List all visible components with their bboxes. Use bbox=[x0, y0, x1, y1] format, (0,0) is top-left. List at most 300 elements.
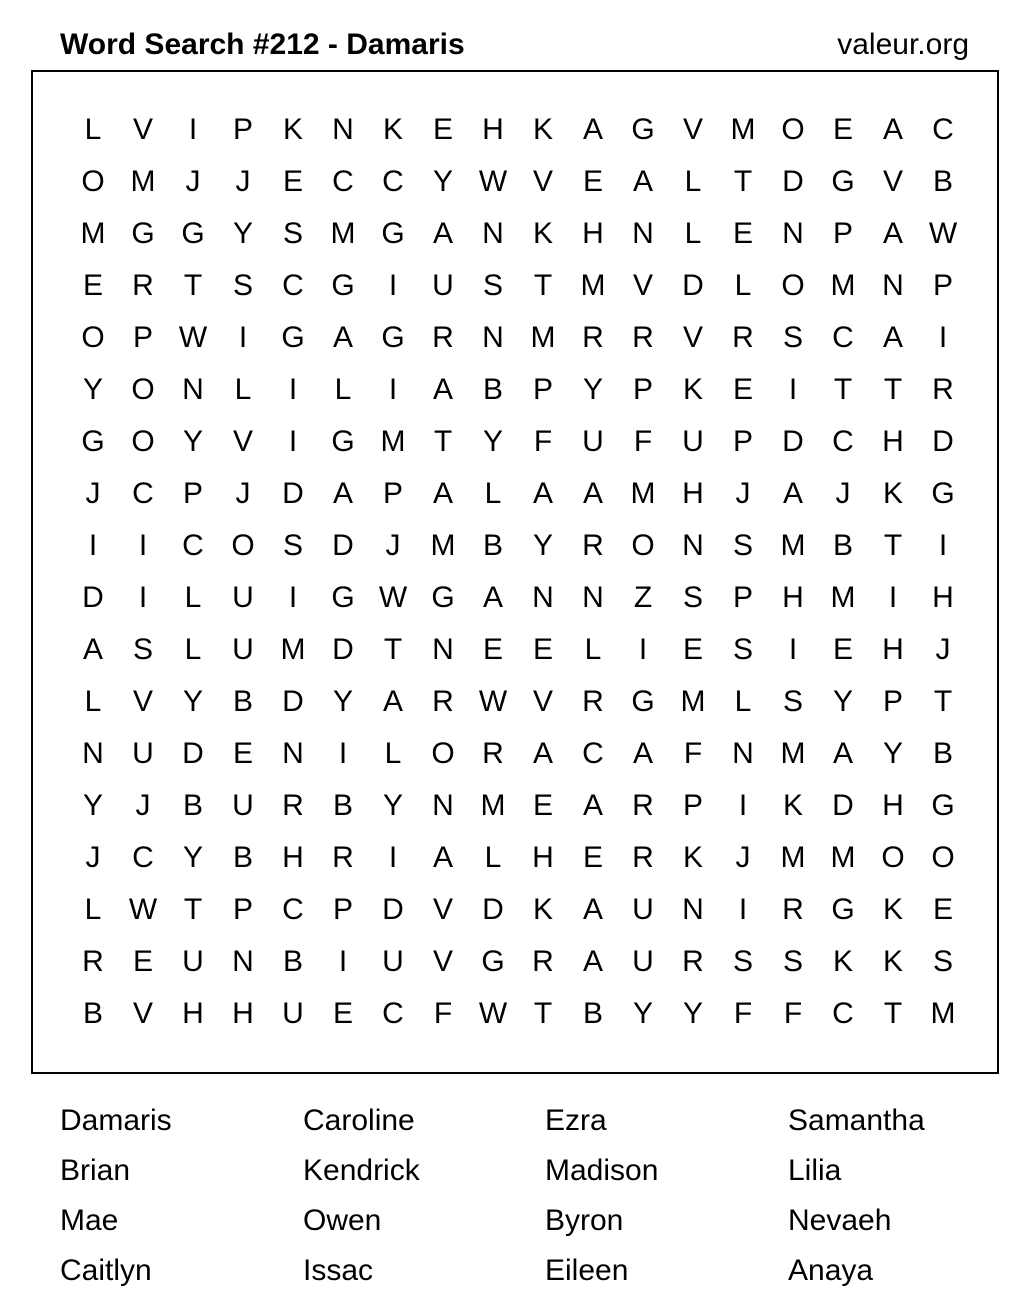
grid-letter[interactable]: N bbox=[332, 113, 354, 146]
grid-letter[interactable]: T bbox=[533, 269, 553, 302]
grid-letter[interactable]: J bbox=[735, 477, 751, 510]
grid-letter[interactable]: M bbox=[80, 217, 106, 250]
grid-letter[interactable]: D bbox=[182, 737, 204, 770]
grid-letter[interactable]: V bbox=[632, 269, 653, 302]
grid-letter[interactable]: J bbox=[135, 789, 151, 822]
grid-letter[interactable]: A bbox=[432, 477, 453, 510]
grid-letter[interactable]: M bbox=[780, 737, 806, 770]
grid-letter[interactable]: P bbox=[832, 217, 853, 250]
grid-letter[interactable]: C bbox=[332, 165, 354, 198]
grid-letter[interactable]: N bbox=[582, 581, 604, 614]
grid-letter[interactable]: A bbox=[882, 321, 903, 354]
grid-letter[interactable]: I bbox=[138, 581, 148, 614]
grid-letter[interactable]: D bbox=[332, 529, 354, 562]
grid-letter[interactable]: Y bbox=[182, 425, 203, 458]
grid-letter[interactable]: I bbox=[788, 373, 798, 406]
grid-letter[interactable]: S bbox=[732, 633, 753, 666]
grid-letter[interactable]: A bbox=[582, 113, 603, 146]
grid-letter[interactable]: C bbox=[132, 841, 154, 874]
grid-letter[interactable]: L bbox=[584, 633, 602, 666]
grid-letter[interactable]: R bbox=[432, 321, 454, 354]
grid-letter[interactable]: T bbox=[883, 373, 903, 406]
grid-letter[interactable]: O bbox=[231, 529, 255, 562]
grid-letter[interactable]: M bbox=[130, 165, 156, 198]
grid-letter[interactable]: Z bbox=[633, 581, 653, 614]
grid-letter[interactable]: A bbox=[582, 893, 603, 926]
grid-letter[interactable]: R bbox=[532, 945, 554, 978]
grid-letter[interactable]: L bbox=[234, 373, 252, 406]
grid-letter[interactable]: N bbox=[682, 529, 704, 562]
grid-letter[interactable]: M bbox=[530, 321, 556, 354]
grid-letter[interactable]: I bbox=[938, 321, 948, 354]
grid-letter[interactable]: F bbox=[783, 997, 803, 1030]
grid-letter[interactable]: U bbox=[432, 269, 454, 302]
grid-letter[interactable]: G bbox=[81, 425, 105, 458]
grid-letter[interactable]: J bbox=[85, 477, 101, 510]
grid-letter[interactable]: A bbox=[432, 841, 453, 874]
grid-letter[interactable]: B bbox=[282, 945, 303, 978]
grid-letter[interactable]: E bbox=[482, 633, 503, 666]
grid-letter[interactable]: B bbox=[232, 841, 253, 874]
grid-letter[interactable]: Y bbox=[882, 737, 903, 770]
grid-letter[interactable]: B bbox=[182, 789, 203, 822]
grid-letter[interactable]: F bbox=[633, 425, 653, 458]
grid-letter[interactable]: C bbox=[832, 321, 854, 354]
grid-letter[interactable]: L bbox=[734, 685, 752, 718]
grid-letter[interactable]: L bbox=[334, 373, 352, 406]
grid-letter[interactable]: G bbox=[831, 165, 855, 198]
grid-letter[interactable]: S bbox=[132, 633, 153, 666]
grid-letter[interactable]: T bbox=[883, 997, 903, 1030]
grid-letter[interactable]: G bbox=[381, 321, 405, 354]
grid-letter[interactable]: B bbox=[232, 685, 253, 718]
grid-letter[interactable]: A bbox=[782, 477, 803, 510]
grid-letter[interactable]: R bbox=[682, 945, 704, 978]
grid-letter[interactable]: T bbox=[183, 269, 203, 302]
grid-letter[interactable]: A bbox=[632, 165, 653, 198]
grid-letter[interactable]: P bbox=[932, 269, 953, 302]
grid-letter[interactable]: L bbox=[484, 841, 502, 874]
grid-letter[interactable]: Y bbox=[532, 529, 553, 562]
grid-letter[interactable]: J bbox=[385, 529, 401, 562]
grid-letter[interactable]: A bbox=[432, 217, 453, 250]
grid-letter[interactable]: K bbox=[682, 841, 703, 874]
grid-letter[interactable]: A bbox=[582, 945, 603, 978]
grid-letter[interactable]: O bbox=[431, 737, 455, 770]
grid-letter[interactable]: D bbox=[482, 893, 504, 926]
grid-letter[interactable]: U bbox=[232, 789, 254, 822]
grid-letter[interactable]: I bbox=[88, 529, 98, 562]
grid-letter[interactable]: J bbox=[185, 165, 201, 198]
grid-letter[interactable]: U bbox=[282, 997, 304, 1030]
grid-letter[interactable]: A bbox=[532, 477, 553, 510]
grid-letter[interactable]: S bbox=[782, 945, 803, 978]
grid-letter[interactable]: M bbox=[330, 217, 356, 250]
grid-letter[interactable]: O bbox=[781, 113, 805, 146]
grid-letter[interactable]: M bbox=[930, 997, 956, 1030]
grid-letter[interactable]: E bbox=[532, 789, 553, 822]
grid-letter[interactable]: W bbox=[128, 893, 158, 926]
grid-letter[interactable]: N bbox=[482, 321, 504, 354]
grid-letter[interactable]: L bbox=[184, 581, 202, 614]
grid-letter[interactable]: W bbox=[928, 217, 958, 250]
grid-letter[interactable]: M bbox=[630, 477, 656, 510]
grid-letter[interactable]: C bbox=[132, 477, 154, 510]
grid-letter[interactable]: A bbox=[532, 737, 553, 770]
grid-letter[interactable]: J bbox=[235, 165, 251, 198]
grid-letter[interactable]: B bbox=[482, 529, 503, 562]
grid-letter[interactable]: I bbox=[888, 581, 898, 614]
grid-letter[interactable]: E bbox=[682, 633, 703, 666]
grid-letter[interactable]: I bbox=[388, 269, 398, 302]
grid-letter[interactable]: V bbox=[232, 425, 253, 458]
grid-letter[interactable]: T bbox=[733, 165, 753, 198]
grid-letter[interactable]: O bbox=[631, 529, 655, 562]
grid-letter[interactable]: O bbox=[131, 425, 155, 458]
grid-letter[interactable]: E bbox=[82, 269, 103, 302]
grid-letter[interactable]: R bbox=[932, 373, 954, 406]
grid-letter[interactable]: R bbox=[632, 789, 654, 822]
grid-letter[interactable]: A bbox=[832, 737, 853, 770]
grid-letter[interactable]: Y bbox=[182, 685, 203, 718]
grid-letter[interactable]: N bbox=[532, 581, 554, 614]
grid-letter[interactable]: O bbox=[781, 269, 805, 302]
grid-letter[interactable]: N bbox=[282, 737, 304, 770]
grid-letter[interactable]: W bbox=[378, 581, 408, 614]
grid-letter[interactable]: M bbox=[830, 841, 856, 874]
grid-letter[interactable]: I bbox=[288, 425, 298, 458]
grid-letter[interactable]: J bbox=[735, 841, 751, 874]
grid-letter[interactable]: R bbox=[82, 945, 104, 978]
grid-letter[interactable]: K bbox=[532, 893, 553, 926]
grid-letter[interactable]: N bbox=[882, 269, 904, 302]
grid-letter[interactable]: M bbox=[830, 269, 856, 302]
grid-letter[interactable]: N bbox=[632, 217, 654, 250]
grid-letter[interactable]: Y bbox=[482, 425, 503, 458]
grid-letter[interactable]: G bbox=[631, 685, 655, 718]
grid-letter[interactable]: I bbox=[938, 529, 948, 562]
grid-letter[interactable]: Y bbox=[82, 789, 103, 822]
grid-letter[interactable]: C bbox=[282, 893, 304, 926]
grid-letter[interactable]: M bbox=[280, 633, 306, 666]
grid-letter[interactable]: G bbox=[181, 217, 205, 250]
grid-letter[interactable]: I bbox=[288, 581, 298, 614]
grid-letter[interactable]: P bbox=[382, 477, 403, 510]
grid-letter[interactable]: C bbox=[182, 529, 204, 562]
grid-letter[interactable]: P bbox=[232, 113, 253, 146]
grid-letter[interactable]: G bbox=[131, 217, 155, 250]
grid-letter[interactable]: A bbox=[632, 737, 653, 770]
grid-letter[interactable]: B bbox=[332, 789, 353, 822]
grid-letter[interactable]: K bbox=[882, 893, 903, 926]
grid-letter[interactable]: B bbox=[82, 997, 103, 1030]
grid-letter[interactable]: M bbox=[830, 581, 856, 614]
grid-letter[interactable]: P bbox=[732, 425, 753, 458]
grid-letter[interactable]: T bbox=[833, 373, 853, 406]
grid-letter[interactable]: K bbox=[282, 113, 303, 146]
grid-letter[interactable]: M bbox=[430, 529, 456, 562]
grid-letter[interactable]: G bbox=[931, 477, 955, 510]
grid-letter[interactable]: C bbox=[582, 737, 604, 770]
grid-letter[interactable]: T bbox=[883, 529, 903, 562]
grid-letter[interactable]: O bbox=[81, 165, 105, 198]
grid-letter[interactable]: U bbox=[132, 737, 154, 770]
grid-letter[interactable]: E bbox=[432, 113, 453, 146]
grid-letter[interactable]: I bbox=[238, 321, 248, 354]
grid-letter[interactable]: B bbox=[932, 737, 953, 770]
grid-letter[interactable]: S bbox=[932, 945, 953, 978]
grid-letter[interactable]: Y bbox=[682, 997, 703, 1030]
grid-letter[interactable]: H bbox=[782, 581, 804, 614]
grid-letter[interactable]: P bbox=[882, 685, 903, 718]
grid-letter[interactable]: A bbox=[382, 685, 403, 718]
grid-letter[interactable]: H bbox=[182, 997, 204, 1030]
grid-letter[interactable]: G bbox=[331, 269, 355, 302]
grid-letter[interactable]: H bbox=[232, 997, 254, 1030]
grid-letter[interactable]: E bbox=[332, 997, 353, 1030]
grid-letter[interactable]: J bbox=[935, 633, 951, 666]
grid-letter[interactable]: K bbox=[832, 945, 853, 978]
grid-letter[interactable]: R bbox=[332, 841, 354, 874]
grid-letter[interactable]: E bbox=[282, 165, 303, 198]
grid-letter[interactable]: S bbox=[232, 269, 253, 302]
grid-letter[interactable]: N bbox=[182, 373, 204, 406]
grid-letter[interactable]: S bbox=[282, 217, 303, 250]
grid-letter[interactable]: F bbox=[433, 997, 453, 1030]
grid-letter[interactable]: I bbox=[788, 633, 798, 666]
grid-letter[interactable]: A bbox=[582, 789, 603, 822]
grid-letter[interactable]: Y bbox=[332, 685, 353, 718]
grid-letter[interactable]: I bbox=[138, 529, 148, 562]
grid-letter[interactable]: H bbox=[282, 841, 304, 874]
grid-letter[interactable]: K bbox=[882, 945, 903, 978]
grid-letter[interactable]: R bbox=[432, 685, 454, 718]
grid-letter[interactable]: N bbox=[782, 217, 804, 250]
grid-letter[interactable]: M bbox=[780, 529, 806, 562]
letter-grid[interactable] bbox=[33, 72, 997, 1072]
grid-letter[interactable]: E bbox=[832, 633, 853, 666]
grid-letter[interactable]: B bbox=[932, 165, 953, 198]
grid-letter[interactable]: G bbox=[281, 321, 305, 354]
grid-letter[interactable]: E bbox=[532, 633, 553, 666]
grid-letter[interactable]: Y bbox=[832, 685, 853, 718]
grid-letter[interactable]: I bbox=[738, 789, 748, 822]
grid-letter[interactable]: V bbox=[682, 113, 703, 146]
grid-letter[interactable]: H bbox=[532, 841, 554, 874]
grid-letter[interactable]: D bbox=[382, 893, 404, 926]
grid-letter[interactable]: M bbox=[780, 841, 806, 874]
grid-letter[interactable]: A bbox=[582, 477, 603, 510]
grid-letter[interactable]: R bbox=[282, 789, 304, 822]
grid-letter[interactable]: F bbox=[733, 997, 753, 1030]
grid-letter[interactable]: V bbox=[132, 997, 153, 1030]
grid-letter[interactable]: N bbox=[82, 737, 104, 770]
grid-letter[interactable]: J bbox=[235, 477, 251, 510]
grid-letter[interactable]: E bbox=[832, 113, 853, 146]
grid-letter[interactable]: V bbox=[532, 685, 553, 718]
grid-letter[interactable]: N bbox=[682, 893, 704, 926]
grid-letter[interactable]: W bbox=[478, 165, 508, 198]
grid-letter[interactable]: D bbox=[332, 633, 354, 666]
grid-letter[interactable]: A bbox=[432, 373, 453, 406]
grid-letter[interactable]: O bbox=[131, 373, 155, 406]
grid-letter[interactable]: L bbox=[734, 269, 752, 302]
grid-letter[interactable]: T bbox=[433, 425, 453, 458]
grid-letter[interactable]: M bbox=[730, 113, 756, 146]
grid-letter[interactable]: G bbox=[931, 789, 955, 822]
grid-letter[interactable]: Y bbox=[632, 997, 653, 1030]
grid-letter[interactable]: S bbox=[782, 685, 803, 718]
grid-letter[interactable]: S bbox=[282, 529, 303, 562]
grid-letter[interactable]: T bbox=[933, 685, 953, 718]
grid-letter[interactable]: A bbox=[332, 321, 353, 354]
grid-letter[interactable]: P bbox=[232, 893, 253, 926]
grid-letter[interactable]: L bbox=[384, 737, 402, 770]
grid-letter[interactable]: A bbox=[332, 477, 353, 510]
grid-letter[interactable]: O bbox=[81, 321, 105, 354]
grid-letter[interactable]: A bbox=[882, 113, 903, 146]
grid-letter[interactable]: O bbox=[881, 841, 905, 874]
grid-letter[interactable]: K bbox=[882, 477, 903, 510]
grid-letter[interactable]: M bbox=[380, 425, 406, 458]
grid-letter[interactable]: P bbox=[532, 373, 553, 406]
grid-letter[interactable]: T bbox=[183, 893, 203, 926]
grid-letter[interactable]: N bbox=[232, 945, 254, 978]
grid-letter[interactable]: Y bbox=[382, 789, 403, 822]
grid-letter[interactable]: Y bbox=[582, 373, 603, 406]
grid-letter[interactable]: W bbox=[478, 997, 508, 1030]
grid-letter[interactable]: G bbox=[431, 581, 455, 614]
grid-letter[interactable]: P bbox=[132, 321, 153, 354]
grid-letter[interactable]: I bbox=[738, 893, 748, 926]
grid-letter[interactable]: U bbox=[682, 425, 704, 458]
grid-letter[interactable]: Y bbox=[82, 373, 103, 406]
grid-letter[interactable]: J bbox=[835, 477, 851, 510]
grid-letter[interactable]: R bbox=[582, 529, 604, 562]
grid-letter[interactable]: R bbox=[732, 321, 754, 354]
grid-letter[interactable]: I bbox=[638, 633, 648, 666]
grid-letter[interactable]: K bbox=[682, 373, 703, 406]
grid-letter[interactable]: S bbox=[732, 529, 753, 562]
grid-letter[interactable]: F bbox=[683, 737, 703, 770]
grid-letter[interactable]: L bbox=[684, 165, 702, 198]
grid-letter[interactable]: V bbox=[132, 685, 153, 718]
grid-letter[interactable]: P bbox=[182, 477, 203, 510]
grid-letter[interactable]: E bbox=[582, 165, 603, 198]
grid-letter[interactable]: N bbox=[432, 789, 454, 822]
grid-letter[interactable]: S bbox=[682, 581, 703, 614]
grid-letter[interactable]: E bbox=[732, 217, 753, 250]
grid-letter[interactable]: J bbox=[85, 841, 101, 874]
grid-letter[interactable]: G bbox=[631, 113, 655, 146]
grid-letter[interactable]: U bbox=[582, 425, 604, 458]
grid-letter[interactable]: F bbox=[533, 425, 553, 458]
grid-letter[interactable]: I bbox=[388, 841, 398, 874]
grid-letter[interactable]: A bbox=[82, 633, 103, 666]
grid-letter[interactable]: T bbox=[533, 997, 553, 1030]
grid-letter[interactable]: L bbox=[84, 893, 102, 926]
grid-letter[interactable]: K bbox=[532, 113, 553, 146]
grid-letter[interactable]: N bbox=[482, 217, 504, 250]
grid-letter[interactable]: R bbox=[632, 321, 654, 354]
grid-letter[interactable]: K bbox=[782, 789, 803, 822]
grid-letter[interactable]: K bbox=[532, 217, 553, 250]
grid-letter[interactable]: U bbox=[232, 633, 254, 666]
grid-letter[interactable]: V bbox=[532, 165, 553, 198]
grid-letter[interactable]: D bbox=[832, 789, 854, 822]
grid-letter[interactable]: S bbox=[482, 269, 503, 302]
grid-letter[interactable]: R bbox=[582, 321, 604, 354]
grid-letter[interactable]: I bbox=[338, 945, 348, 978]
grid-letter[interactable]: D bbox=[282, 685, 304, 718]
grid-letter[interactable]: C bbox=[282, 269, 304, 302]
grid-letter[interactable]: G bbox=[481, 945, 505, 978]
grid-letter[interactable]: Y bbox=[432, 165, 453, 198]
grid-letter[interactable]: C bbox=[832, 997, 854, 1030]
grid-letter[interactable]: W bbox=[478, 685, 508, 718]
grid-letter[interactable]: B bbox=[482, 373, 503, 406]
grid-letter[interactable]: A bbox=[882, 217, 903, 250]
grid-letter[interactable]: G bbox=[381, 217, 405, 250]
grid-letter[interactable]: C bbox=[932, 113, 954, 146]
grid-letter[interactable]: U bbox=[182, 945, 204, 978]
grid-letter[interactable]: L bbox=[484, 477, 502, 510]
grid-letter[interactable]: L bbox=[684, 217, 702, 250]
grid-letter[interactable]: I bbox=[188, 113, 198, 146]
grid-letter[interactable]: D bbox=[932, 425, 954, 458]
grid-letter[interactable]: D bbox=[82, 581, 104, 614]
grid-letter[interactable]: T bbox=[383, 633, 403, 666]
grid-letter[interactable]: U bbox=[632, 945, 654, 978]
grid-letter[interactable]: V bbox=[432, 893, 453, 926]
grid-letter[interactable]: P bbox=[632, 373, 653, 406]
grid-letter[interactable]: I bbox=[288, 373, 298, 406]
grid-letter[interactable]: U bbox=[382, 945, 404, 978]
grid-letter[interactable]: V bbox=[682, 321, 703, 354]
grid-letter[interactable]: G bbox=[831, 893, 855, 926]
grid-letter[interactable]: C bbox=[832, 425, 854, 458]
grid-letter[interactable]: E bbox=[132, 945, 153, 978]
grid-letter[interactable]: S bbox=[782, 321, 803, 354]
grid-letter[interactable]: L bbox=[84, 685, 102, 718]
grid-letter[interactable]: B bbox=[582, 997, 603, 1030]
grid-letter[interactable]: A bbox=[482, 581, 503, 614]
grid-letter[interactable]: L bbox=[184, 633, 202, 666]
grid-letter[interactable]: P bbox=[732, 581, 753, 614]
grid-letter[interactable]: M bbox=[480, 789, 506, 822]
grid-letter[interactable]: R bbox=[782, 893, 804, 926]
grid-letter[interactable]: S bbox=[732, 945, 753, 978]
grid-letter[interactable]: E bbox=[232, 737, 253, 770]
grid-letter[interactable]: C bbox=[382, 165, 404, 198]
grid-letter[interactable]: N bbox=[732, 737, 754, 770]
grid-letter[interactable]: R bbox=[582, 685, 604, 718]
grid-letter[interactable]: Y bbox=[232, 217, 253, 250]
grid-letter[interactable]: N bbox=[432, 633, 454, 666]
grid-letter[interactable]: D bbox=[782, 165, 804, 198]
grid-letter[interactable]: V bbox=[882, 165, 903, 198]
grid-letter[interactable]: D bbox=[282, 477, 304, 510]
grid-letter[interactable]: V bbox=[432, 945, 453, 978]
grid-letter[interactable]: D bbox=[782, 425, 804, 458]
grid-letter[interactable]: B bbox=[832, 529, 853, 562]
grid-letter[interactable]: H bbox=[932, 581, 954, 614]
grid-letter[interactable]: V bbox=[132, 113, 153, 146]
grid-letter[interactable]: R bbox=[632, 841, 654, 874]
grid-letter[interactable]: P bbox=[682, 789, 703, 822]
grid-letter[interactable]: I bbox=[338, 737, 348, 770]
grid-letter[interactable]: R bbox=[482, 737, 504, 770]
